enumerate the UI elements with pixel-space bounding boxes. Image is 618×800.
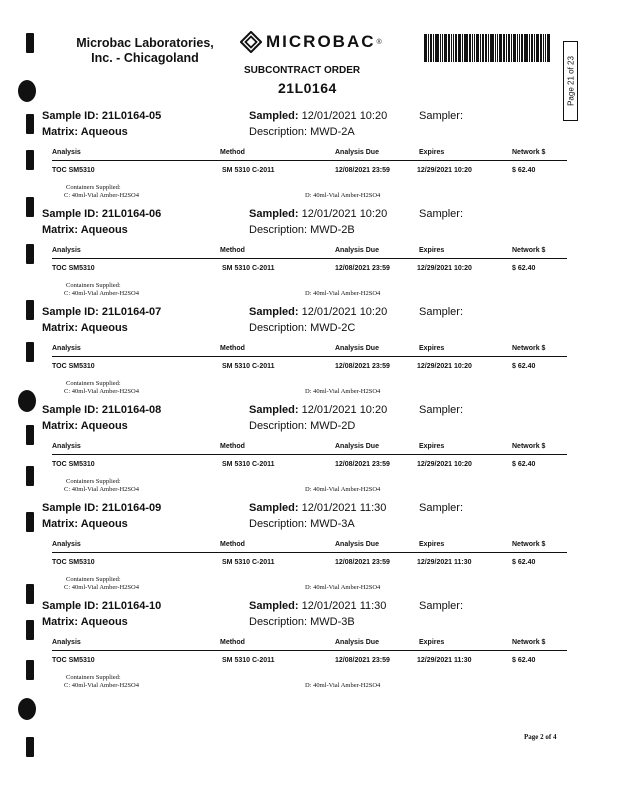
barcode-bar [531, 34, 533, 62]
binder-hole [18, 390, 36, 412]
binder-mark [26, 150, 34, 170]
network-cell: $ 62.40 [512, 461, 536, 468]
sampled-value: 12/01/2021 10:20 [301, 306, 388, 318]
barcode-bar [428, 34, 429, 62]
container-d: D: 40ml-Vial Amber-H2SO4 [305, 192, 381, 199]
description-label: Description: [249, 420, 308, 432]
sampler-label: Sampler: [419, 208, 464, 220]
matrix-value: Aqueous [80, 322, 128, 334]
col-network: Network $ [512, 443, 546, 450]
barcode-bar [430, 34, 432, 62]
binder-mark [26, 244, 34, 264]
col-analysis-due: Analysis Due [335, 149, 379, 156]
col-analysis: Analysis [52, 443, 81, 450]
containers-label: Containers Supplied: [66, 674, 121, 681]
analysis-table-header [52, 639, 567, 651]
microbac-logo [240, 31, 382, 53]
containers-label: Containers Supplied: [66, 184, 121, 191]
network-cell: $ 62.40 [512, 265, 536, 272]
network-cell: $ 62.40 [512, 167, 536, 174]
col-analysis: Analysis [52, 345, 81, 352]
container-c: C: 40ml-Vial Amber-H2SO4 [64, 290, 139, 297]
col-method: Method [220, 639, 245, 646]
matrix-label: Matrix: [42, 616, 79, 628]
sampler-label: Sampler: [419, 110, 464, 122]
sample-id-label: Sample ID: [42, 502, 99, 514]
matrix-label: Matrix: [42, 420, 79, 432]
barcode-bar [442, 34, 443, 62]
sample-id-label: Sample ID: [42, 306, 99, 318]
barcode-bar [511, 34, 512, 62]
barcode-bar [490, 34, 494, 62]
barcode-bar [455, 34, 457, 62]
matrix-value: Aqueous [80, 518, 128, 530]
col-method: Method [220, 247, 245, 254]
description-label: Description: [249, 126, 308, 138]
containers-label: Containers Supplied: [66, 380, 121, 387]
col-network: Network $ [512, 345, 546, 352]
analysis-row [52, 559, 567, 570]
container-c: C: 40ml-Vial Amber-H2SO4 [64, 584, 139, 591]
sampled-value: 12/01/2021 11:30 [301, 502, 387, 514]
analysis-cell: TOC SM5310 [52, 265, 95, 272]
due-cell: 12/08/2021 23:59 [335, 657, 390, 664]
barcode [424, 34, 558, 62]
sample-id-label: Sample ID: [42, 208, 99, 220]
due-cell: 12/08/2021 23:59 [335, 363, 390, 370]
containers-label: Containers Supplied: [66, 478, 121, 485]
method-cell: SM 5310 C-2011 [222, 167, 275, 174]
col-method: Method [220, 443, 245, 450]
col-expires: Expires [419, 345, 445, 352]
container-d: D: 40ml-Vial Amber-H2SO4 [305, 682, 381, 689]
analysis-row [52, 657, 567, 668]
page-footer: Page 2 of 4 [524, 733, 557, 741]
matrix-value: Aqueous [80, 420, 128, 432]
matrix-value: Aqueous [80, 126, 128, 138]
method-cell: SM 5310 C-2011 [222, 265, 275, 272]
barcode-bar [451, 34, 452, 62]
barcode-bar [534, 34, 535, 62]
description-value: MWD-2B [310, 224, 355, 236]
container-c: C: 40ml-Vial Amber-H2SO4 [64, 192, 139, 199]
col-expires: Expires [419, 443, 445, 450]
sampled-label: Sampled: [249, 208, 299, 220]
sampler-label: Sampler: [419, 404, 464, 416]
container-c: C: 40ml-Vial Amber-H2SO4 [64, 682, 139, 689]
binder-mark [26, 660, 34, 680]
binder-mark [26, 466, 34, 486]
containers-label: Containers Supplied: [66, 576, 121, 583]
sample-id-value: 21L0164-10 [101, 600, 162, 612]
expires-cell: 12/29/2021 10:20 [417, 167, 472, 174]
sampled-value: 12/01/2021 11:30 [301, 600, 387, 612]
expires-cell: 12/29/2021 10:20 [417, 265, 472, 272]
barcode-bar [524, 34, 528, 62]
matrix-label: Matrix: [42, 518, 79, 530]
analysis-table-header [52, 345, 567, 357]
description-value: MWD-3A [310, 518, 355, 530]
logo-text: MICROBAC [266, 32, 376, 51]
analysis-row [52, 265, 567, 276]
binder-mark [26, 33, 34, 53]
company-line-2: Inc. - Chicagoland [91, 51, 199, 65]
method-cell: SM 5310 C-2011 [222, 461, 275, 468]
description-value: MWD-2C [310, 322, 356, 334]
col-method: Method [220, 149, 245, 156]
col-analysis-due: Analysis Due [335, 345, 379, 352]
barcode-bar [529, 34, 530, 62]
col-expires: Expires [419, 149, 445, 156]
sampled-value: 12/01/2021 10:20 [301, 404, 388, 416]
company-line-1: Microbac Laboratories, [76, 36, 214, 50]
col-analysis: Analysis [52, 149, 81, 156]
sample-id-value: 21L0164-06 [101, 208, 162, 220]
binder-mark [26, 737, 34, 757]
sampler-label: Sampler: [419, 600, 464, 612]
binder-mark [26, 300, 34, 320]
barcode-bar [480, 34, 481, 62]
order-number: 21L0164 [278, 80, 337, 96]
sample-id-value: 21L0164-09 [101, 502, 162, 514]
col-analysis-due: Analysis Due [335, 443, 379, 450]
barcode-bar [497, 34, 498, 62]
col-method: Method [220, 541, 245, 548]
col-analysis-due: Analysis Due [335, 247, 379, 254]
analysis-row [52, 461, 567, 472]
barcode-bar [444, 34, 447, 62]
network-cell: $ 62.40 [512, 559, 536, 566]
method-cell: SM 5310 C-2011 [222, 363, 275, 370]
barcode-bar [508, 34, 510, 62]
col-network: Network $ [512, 247, 546, 254]
network-cell: $ 62.40 [512, 657, 536, 664]
barcode-bar [458, 34, 461, 62]
sample-block [42, 110, 570, 208]
containers-label: Containers Supplied: [66, 282, 121, 289]
barcode-bar [482, 34, 484, 62]
analysis-table-header [52, 443, 567, 455]
analysis-table-header [52, 149, 567, 161]
barcode-bar [517, 34, 518, 62]
barcode-bar [536, 34, 539, 62]
barcode-bar [433, 34, 434, 62]
barcode-bar [519, 34, 520, 62]
sampler-label: Sampler: [419, 502, 464, 514]
sampled-label: Sampled: [249, 306, 299, 318]
binder-mark [26, 425, 34, 445]
container-d: D: 40ml-Vial Amber-H2SO4 [305, 486, 381, 493]
description-value: MWD-3B [310, 616, 355, 628]
col-analysis-due: Analysis Due [335, 639, 379, 646]
barcode-bar [469, 34, 471, 62]
sampler-label: Sampler: [419, 306, 464, 318]
barcode-bar [474, 34, 475, 62]
col-network: Network $ [512, 149, 546, 156]
binder-mark [26, 114, 34, 134]
matrix-value: Aqueous [80, 224, 128, 236]
analysis-cell: TOC SM5310 [52, 167, 95, 174]
col-expires: Expires [419, 639, 445, 646]
barcode-bar [503, 34, 505, 62]
barcode-bar [424, 34, 427, 62]
sample-id-value: 21L0164-05 [101, 110, 162, 122]
description-value: MWD-2A [310, 126, 355, 138]
matrix-label: Matrix: [42, 126, 79, 138]
barcode-bar [506, 34, 507, 62]
barcode-bar [495, 34, 496, 62]
binder-hole [18, 698, 36, 720]
container-d: D: 40ml-Vial Amber-H2SO4 [305, 388, 381, 395]
sampled-label: Sampled: [249, 110, 299, 122]
logo-mark-icon [240, 31, 262, 53]
sampled-label: Sampled: [249, 404, 299, 416]
method-cell: SM 5310 C-2011 [222, 657, 275, 664]
sample-block [42, 404, 570, 502]
sample-id-label: Sample ID: [42, 110, 99, 122]
barcode-bar [488, 34, 489, 62]
matrix-label: Matrix: [42, 322, 79, 334]
col-expires: Expires [419, 541, 445, 548]
company-name [60, 36, 230, 66]
analysis-row [52, 363, 567, 374]
expires-cell: 12/29/2021 11:30 [417, 559, 472, 566]
sample-block [42, 306, 570, 404]
document-subtitle: SUBCONTRACT ORDER [244, 65, 361, 76]
analysis-row [52, 167, 567, 178]
due-cell: 12/08/2021 23:59 [335, 559, 390, 566]
analysis-cell: TOC SM5310 [52, 657, 95, 664]
barcode-bar [448, 34, 450, 62]
barcode-bar [540, 34, 542, 62]
barcode-bar [476, 34, 479, 62]
sample-block [42, 600, 570, 698]
sample-id-value: 21L0164-07 [101, 306, 162, 318]
barcode-bar [472, 34, 473, 62]
sample-block [42, 502, 570, 600]
binder-mark [26, 342, 34, 362]
barcode-bar [464, 34, 468, 62]
matrix-label: Matrix: [42, 224, 79, 236]
col-analysis: Analysis [52, 541, 81, 548]
analysis-table-header [52, 247, 567, 259]
expires-cell: 12/29/2021 11:30 [417, 657, 472, 664]
logo-registered: ® [376, 38, 382, 46]
due-cell: 12/08/2021 23:59 [335, 461, 390, 468]
sample-id-label: Sample ID: [42, 600, 99, 612]
analysis-cell: TOC SM5310 [52, 461, 95, 468]
sampled-label: Sampled: [249, 502, 299, 514]
due-cell: 12/08/2021 23:59 [335, 167, 390, 174]
expires-cell: 12/29/2021 10:20 [417, 363, 472, 370]
description-label: Description: [249, 322, 308, 334]
barcode-bar [547, 34, 550, 62]
page-box [563, 41, 578, 121]
binder-mark [26, 197, 34, 217]
analysis-cell: TOC SM5310 [52, 363, 95, 370]
binder-hole [18, 80, 36, 102]
barcode-bar [499, 34, 502, 62]
col-analysis: Analysis [52, 639, 81, 646]
col-analysis: Analysis [52, 247, 81, 254]
barcode-bar [453, 34, 454, 62]
col-expires: Expires [419, 247, 445, 254]
analysis-cell: TOC SM5310 [52, 559, 95, 566]
barcode-bar [521, 34, 523, 62]
barcode-bar [440, 34, 441, 62]
barcode-bar [462, 34, 463, 62]
analysis-table-header [52, 541, 567, 553]
description-label: Description: [249, 518, 308, 530]
barcode-bar [545, 34, 546, 62]
sample-id-label: Sample ID: [42, 404, 99, 416]
container-c: C: 40ml-Vial Amber-H2SO4 [64, 388, 139, 395]
method-cell: SM 5310 C-2011 [222, 559, 275, 566]
sample-id-value: 21L0164-08 [101, 404, 162, 416]
binder-mark [26, 584, 34, 604]
sampled-value: 12/01/2021 10:20 [301, 208, 388, 220]
container-c: C: 40ml-Vial Amber-H2SO4 [64, 486, 139, 493]
description-label: Description: [249, 224, 308, 236]
binder-mark [26, 620, 34, 640]
page-box-label: Page 21 of 23 [566, 56, 575, 106]
expires-cell: 12/29/2021 10:20 [417, 461, 472, 468]
barcode-bar [543, 34, 544, 62]
due-cell: 12/08/2021 23:59 [335, 265, 390, 272]
col-method: Method [220, 345, 245, 352]
description-value: MWD-2D [310, 420, 356, 432]
description-label: Description: [249, 616, 308, 628]
binder-mark [26, 512, 34, 532]
container-d: D: 40ml-Vial Amber-H2SO4 [305, 584, 381, 591]
barcode-bar [513, 34, 516, 62]
sample-block [42, 208, 570, 306]
col-network: Network $ [512, 541, 546, 548]
barcode-bar [435, 34, 439, 62]
network-cell: $ 62.40 [512, 363, 536, 370]
matrix-value: Aqueous [80, 616, 128, 628]
col-analysis-due: Analysis Due [335, 541, 379, 548]
barcode-bar [485, 34, 487, 62]
col-network: Network $ [512, 639, 546, 646]
sampled-value: 12/01/2021 10:20 [301, 110, 388, 122]
container-d: D: 40ml-Vial Amber-H2SO4 [305, 290, 381, 297]
sampled-label: Sampled: [249, 600, 299, 612]
